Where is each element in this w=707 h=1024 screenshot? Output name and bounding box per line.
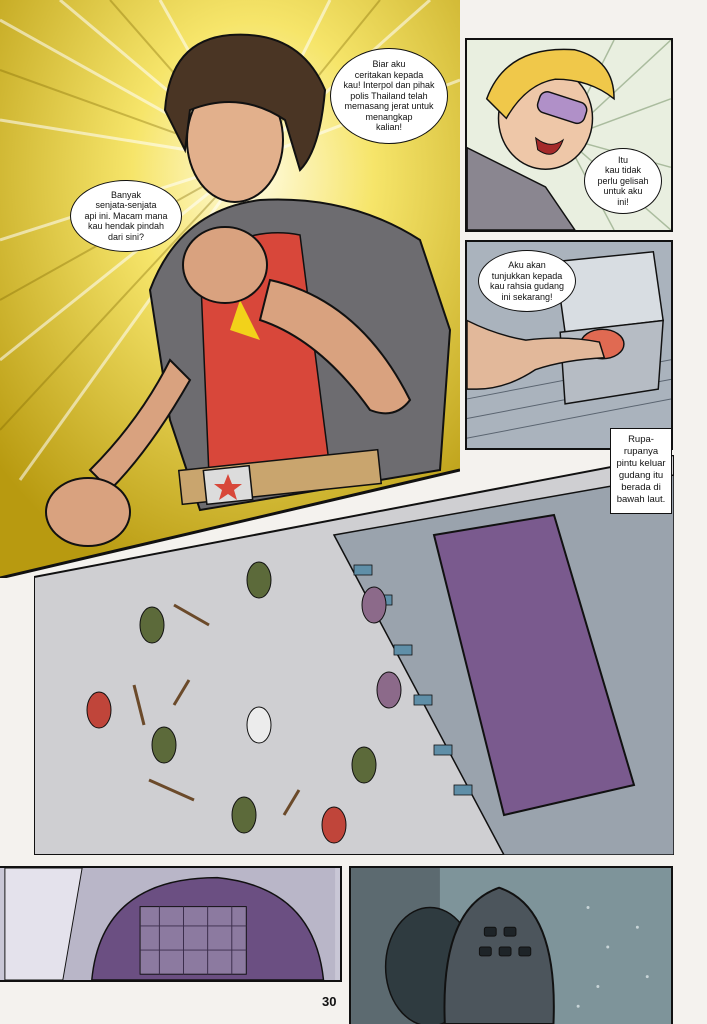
submarine-artwork [351, 868, 671, 1024]
hero-bubble-right: Biar aku ceritakan kepada kau! Interpol dan pihak polis Thailand telah memasang jerat untuk menangkap kalian! [330, 48, 448, 144]
blonde-bubble: Itu kau tidak perlu gelisah untuk aku ini! [584, 148, 662, 214]
page-number: 30 [322, 994, 337, 1009]
button-bubble: Aku akan tunjukkan kepada kau rahsia gudang ini sekarang! [478, 250, 576, 312]
tunnel-panel [0, 866, 342, 982]
tunnel-artwork [0, 868, 340, 980]
hero-bubble-left: Banyak senjata-senjata api ini. Macam mana kau hendak pindah dari sini? [70, 180, 182, 252]
overhead-panel [34, 455, 674, 855]
overhead-artwork [34, 455, 674, 855]
submarine-panel [349, 866, 673, 1024]
overhead-caption: Rupa- rupanya pintu keluar gudang itu berada di bawah laut. [610, 428, 672, 514]
